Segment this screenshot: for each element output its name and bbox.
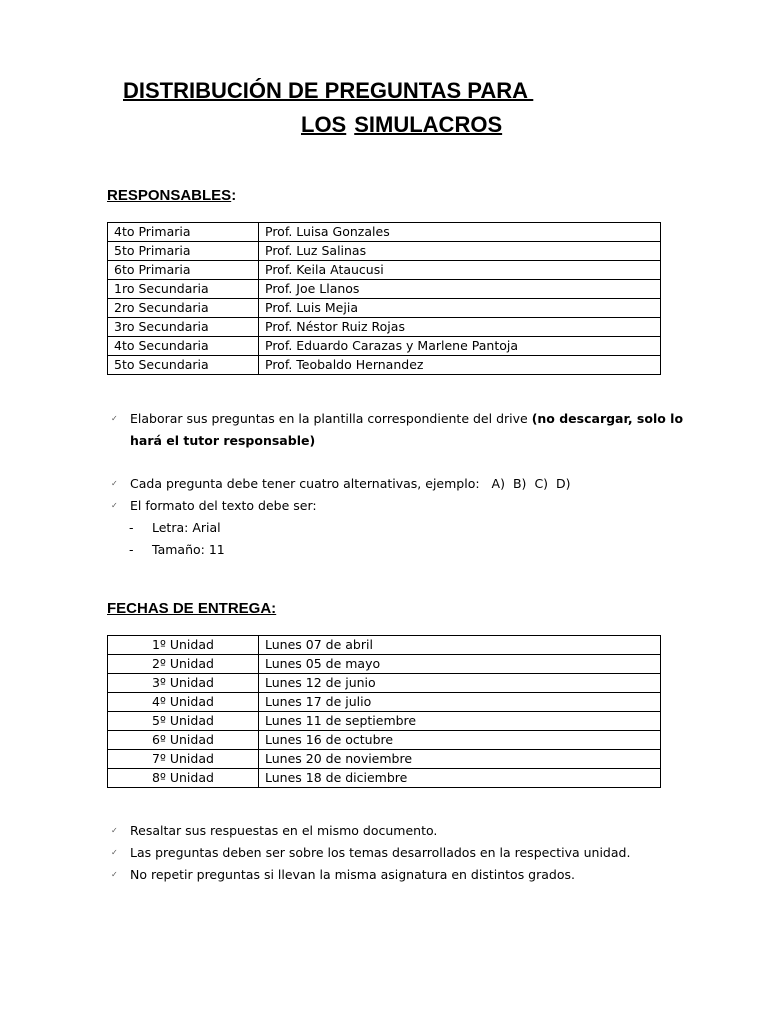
notes-list — [109, 820, 630, 886]
note-text: Las preguntas deben ser sobre los temas desarrollados en la respectiva unidad. — [130, 845, 631, 860]
title-word-los: LOS — [301, 112, 347, 137]
grado-cell: 2ro Secundaria — [108, 299, 259, 318]
table-row — [108, 674, 661, 693]
grado-cell: 4to Secundaria — [108, 337, 259, 356]
unidad-cell: 2º Unidad — [108, 655, 259, 674]
grado-cell: 4to Primaria — [108, 223, 259, 242]
note-text: No repetir preguntas si llevan la misma asignatura en distintos grados. — [130, 867, 575, 882]
responsables-heading-colon: : — [231, 187, 237, 204]
format-sub-item — [109, 517, 571, 539]
bullet-icon: ✓ — [111, 414, 118, 423]
fecha-cell: Lunes 20 de noviembre — [259, 750, 661, 769]
fechas-heading-text: FECHAS DE ENTREGA: — [107, 600, 277, 617]
format-font: Letra: Arial — [152, 520, 221, 535]
table-row — [108, 318, 661, 337]
fecha-cell: Lunes 12 de junio — [259, 674, 661, 693]
grado-cell: 1ro Secundaria — [108, 280, 259, 299]
profesor-cell: Prof. Keila Ataucusi — [259, 261, 661, 280]
grado-cell: 6to Primaria — [108, 261, 259, 280]
instruction-3-text: El formato del texto debe ser: — [130, 498, 317, 513]
fecha-cell: Lunes 17 de julio — [259, 693, 661, 712]
document-title-line-1: DISTRIBUCIÓN DE PREGUNTAS PARA — [123, 78, 534, 103]
alternatives-example — [484, 476, 571, 491]
profesor-cell: Prof. Eduardo Carazas y Marlene Pantoja — [259, 337, 661, 356]
instruction-item-continuation — [109, 430, 683, 452]
table-row — [108, 693, 661, 712]
instructions-list — [109, 408, 683, 452]
table-row — [108, 261, 661, 280]
fecha-cell: Lunes 18 de diciembre — [259, 769, 661, 788]
bullet-icon: ✓ — [111, 479, 118, 488]
bullet-icon: ✓ — [111, 826, 118, 835]
fechas-heading — [107, 600, 276, 617]
table-row — [108, 769, 661, 788]
table-row — [108, 242, 661, 261]
grado-cell: 3ro Secundaria — [108, 318, 259, 337]
profesor-cell: Prof. Luz Salinas — [259, 242, 661, 261]
bullet-icon: ✓ — [111, 501, 118, 510]
dash-marker: - — [129, 520, 134, 535]
instruction-item — [109, 473, 571, 495]
note-item — [109, 820, 630, 842]
responsables-heading — [107, 187, 236, 204]
instruction-item — [109, 408, 683, 430]
document-title-line-2 — [301, 112, 502, 138]
profesor-cell: Prof. Luis Mejia — [259, 299, 661, 318]
unidad-cell: 7º Unidad — [108, 750, 259, 769]
unidad-cell: 4º Unidad — [108, 693, 259, 712]
format-list — [109, 473, 571, 561]
profesor-cell: Prof. Luisa Gonzales — [259, 223, 661, 242]
grado-cell: 5to Secundaria — [108, 356, 259, 375]
format-sub-item — [109, 539, 571, 561]
table-row — [108, 299, 661, 318]
fecha-cell: Lunes 16 de octubre — [259, 731, 661, 750]
alternative-option: C) — [534, 476, 549, 491]
unidad-cell: 6º Unidad — [108, 731, 259, 750]
table-row — [108, 337, 661, 356]
unidad-cell: 3º Unidad — [108, 674, 259, 693]
instruction-1-bold: (no descargar, solo lo — [531, 411, 684, 426]
fecha-cell: Lunes 07 de abril — [259, 636, 661, 655]
table-row — [108, 636, 661, 655]
note-text: Resaltar sus respuestas en el mismo documento. — [130, 823, 438, 838]
unidad-cell: 1º Unidad — [108, 636, 259, 655]
table-row — [108, 712, 661, 731]
responsables-table — [107, 222, 661, 375]
unidad-cell: 8º Unidad — [108, 769, 259, 788]
table-row — [108, 356, 661, 375]
instruction-1-text: Elaborar sus preguntas en la plantilla correspondiente del drive — [130, 411, 532, 426]
alternative-option: B) — [512, 476, 527, 491]
instruction-1-bold-continuation: hará el tutor responsable) — [130, 433, 316, 448]
table-row — [108, 655, 661, 674]
grado-cell: 5to Primaria — [108, 242, 259, 261]
instruction-2-text: Cada pregunta debe tener cuatro alternativas, ejemplo: — [130, 476, 480, 491]
table-row — [108, 750, 661, 769]
bullet-icon: ✓ — [111, 870, 118, 879]
bullet-icon: ✓ — [111, 848, 118, 857]
fecha-cell: Lunes 11 de septiembre — [259, 712, 661, 731]
note-item — [109, 864, 630, 886]
table-row — [108, 223, 661, 242]
alternative-option: A) — [491, 476, 505, 491]
table-row — [108, 280, 661, 299]
format-size: Tamaño: 11 — [152, 542, 225, 557]
dash-marker: - — [129, 542, 134, 557]
unidad-cell: 5º Unidad — [108, 712, 259, 731]
alternative-option: D) — [556, 476, 571, 491]
fechas-table — [107, 635, 661, 788]
responsables-heading-text: RESPONSABLES — [107, 187, 232, 204]
profesor-cell: Prof. Joe Llanos — [259, 280, 661, 299]
profesor-cell: Prof. Teobaldo Hernandez — [259, 356, 661, 375]
fecha-cell: Lunes 05 de mayo — [259, 655, 661, 674]
note-item — [109, 842, 630, 864]
table-row — [108, 731, 661, 750]
profesor-cell: Prof. Néstor Ruiz Rojas — [259, 318, 661, 337]
instruction-item — [109, 495, 571, 517]
title-word-simulacros: SIMULACROS — [354, 112, 503, 137]
